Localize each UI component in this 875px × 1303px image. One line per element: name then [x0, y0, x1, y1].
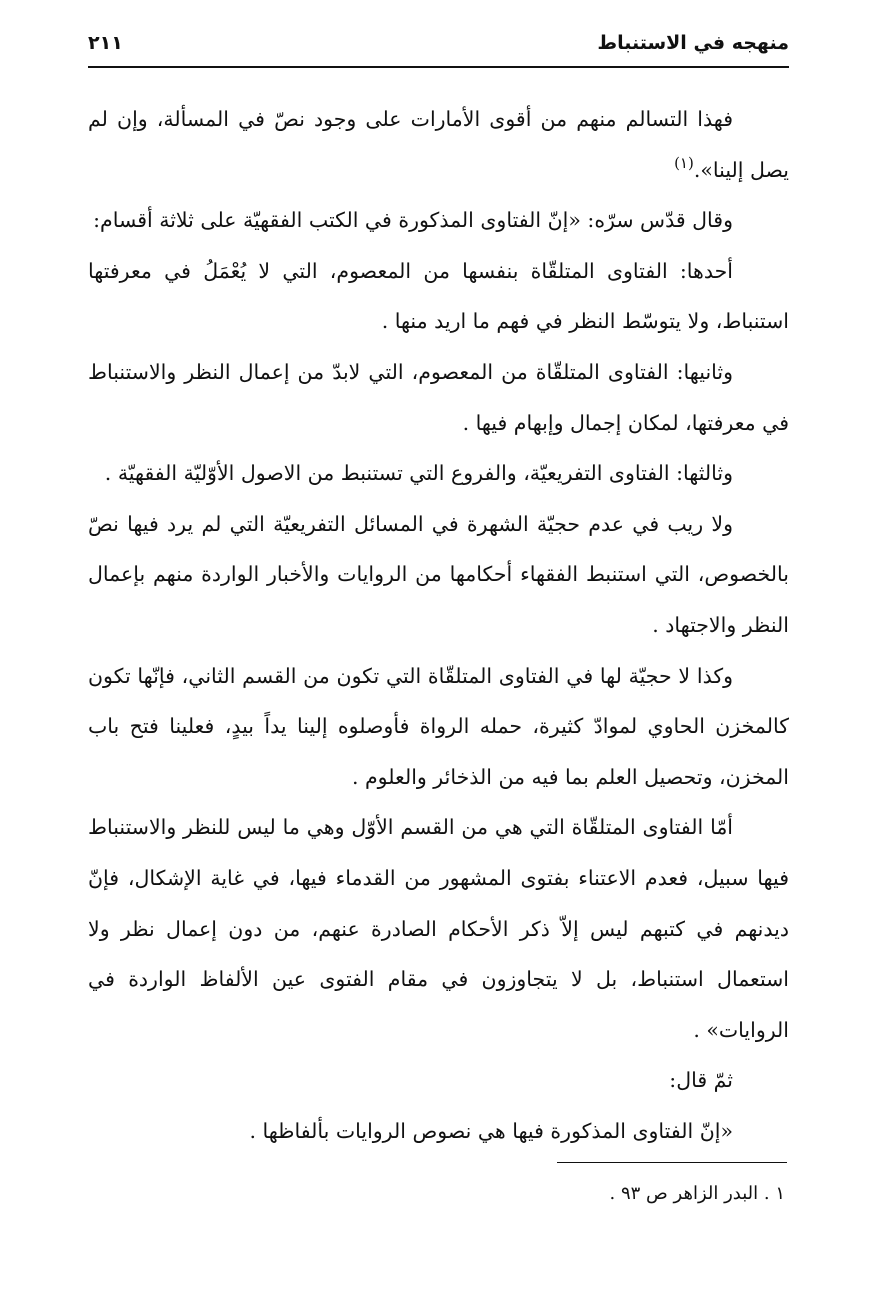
paragraph: وقال قدّس سرّه: «إنّ الفتاوى المذكورة في الكتب الفقهيّة على ثلاثة أقسام: [93, 208, 733, 233]
footnote-marker: (١) [674, 153, 694, 172]
paragraph: وكذا لا حجيّة لها في الفتاوى المتلقّاة التي تكون من القسم الثاني، فإنّها تكون كالمخزن الحاوي لموادّ كثيرة، حمله الرواة فأوصلوه إلينا يداً بيدٍ، فعلينا فتح باب المخزن، وتحصيل العلم بما فيه من الذخائر والعلوم . [88, 663, 789, 789]
paragraph: ثمّ قال: [669, 1068, 733, 1093]
paragraph [88, 94, 789, 195]
footnote-divider [557, 1162, 787, 1163]
paragraph: أحدها: الفتاوى المتلقّاة بنفسها من المعصوم، التي لا يُعْمَلُ في معرفتها استنباط، ولا يتوسّط النظر في فهم ما اريد منها . [88, 258, 789, 334]
paragraph: ولا ريب في عدم حجيّة الشهرة في المسائل التفريعيّة التي لم يرد فيها نصّ بالخصوص، التي استنبط الفقهاء أحكامها من الروايات والأخبار الواردة منهم بإعمال النظر والاجتهاد . [88, 511, 789, 637]
page-header [88, 30, 789, 68]
paragraph: «إنّ الفتاوى المذكورة فيها هي نصوص الروايات بألفاظها . [249, 1118, 733, 1143]
paragraph: أمّا الفتاوى المتلقّاة التي هي من القسم الأوّل وهي ما ليس للنظر والاستنباط فيها سبيل، فعدم الاعتناء بفتوى المشهور من القدماء فيها، في غاية الإشكال، فإنّ ديدنهم في كتبهم ليس إلاّ ذكر الأحكام الصادرة عنهم، من دون إعمال نظر ولا استعمال استنباط، بل لا يتجاوزون في مقام الفتوى عين الألفاظ الواردة في الروايات» . [88, 815, 789, 1042]
main-text [88, 94, 789, 1156]
page-number: ٢١١ [88, 32, 123, 54]
paragraph: وثالثها: الفتاوى التفريعيّة، والفروع التي تستنبط من الاصول الأوّليّة الفقهيّة . [104, 461, 733, 486]
paragraph-text: فهذا التسالم منهم من أقوى الأمارات على وجود نصّ في المسألة، وإن لم يصل إلينا». [88, 107, 789, 182]
footnote: ١ . البدر الزاهر ص ٩٣ . [609, 1183, 785, 1204]
running-title: منهجه في الاستنباط [597, 32, 789, 54]
paragraph: وثانيها: الفتاوى المتلقّاة من المعصوم، التي لابدّ من إعمال النظر والاستنباط في معرفتها، لمكان إجمال وإبهام فيها . [88, 359, 789, 435]
